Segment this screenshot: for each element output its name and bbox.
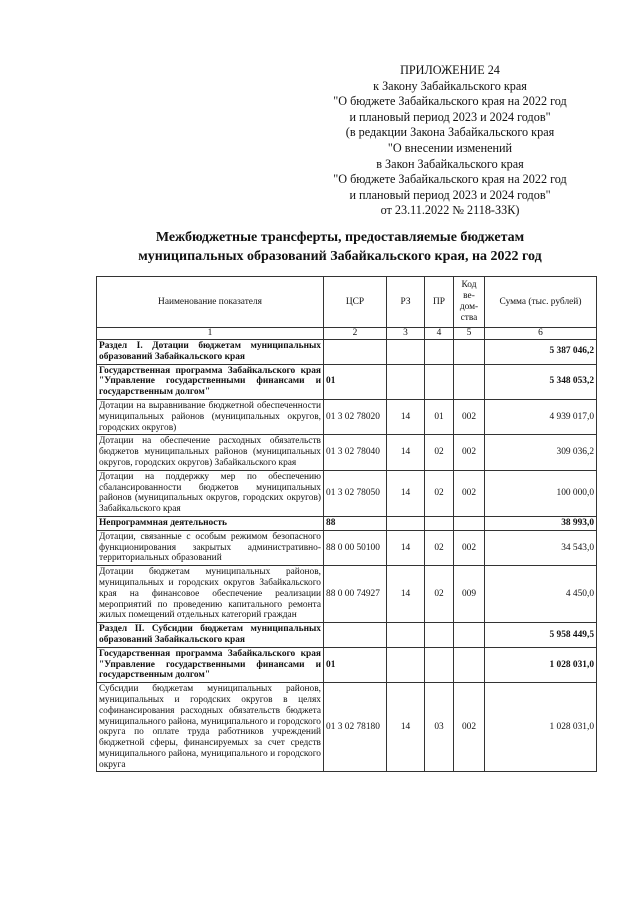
table-row bbox=[97, 647, 597, 682]
table-row bbox=[97, 340, 597, 365]
cell-ved: 009 bbox=[454, 566, 485, 623]
cell-sum: 4 939 017,0 bbox=[485, 399, 597, 434]
cell-rz: 14 bbox=[387, 566, 425, 623]
cell-ved bbox=[454, 516, 485, 530]
cell-ved bbox=[454, 647, 485, 682]
column-number: 5 bbox=[454, 328, 485, 340]
cell-rz: 14 bbox=[387, 399, 425, 434]
cell-sum: 100 000,0 bbox=[485, 470, 597, 516]
cell-name: Субсидии бюджетам муниципальных районов, муниципальных и городских округов в целях софинансирования расходных обязательств бюджета муниципального района, муниципального и городского округа по оплате труда работников учреждений бюджетной сферы, финансируемых за счет средств муниципального района, муниципального и городского округа bbox=[97, 683, 324, 772]
cell-ved bbox=[454, 340, 485, 365]
cell-pr bbox=[425, 516, 454, 530]
header-line: в Закон Забайкальского края bbox=[376, 156, 524, 171]
cell-rz: 14 bbox=[387, 530, 425, 565]
cell-pr: 02 bbox=[425, 435, 454, 470]
cell-csr: 01 3 02 78040 bbox=[324, 435, 387, 470]
table-row bbox=[97, 435, 597, 470]
column-header-rz: РЗ bbox=[387, 277, 425, 328]
table-row bbox=[97, 566, 597, 623]
header-line: "О бюджете Забайкальского края на 2022 год bbox=[333, 94, 567, 109]
cell-sum: 5 348 053,2 bbox=[485, 364, 597, 399]
cell-name: Раздел I. Дотации бюджетам муниципальных образований Забайкальского края bbox=[97, 340, 324, 365]
cell-pr bbox=[425, 647, 454, 682]
table-row bbox=[97, 683, 597, 772]
cell-rz: 14 bbox=[387, 435, 425, 470]
column-number: 4 bbox=[425, 328, 454, 340]
cell-sum: 38 993,0 bbox=[485, 516, 597, 530]
cell-ved: 002 bbox=[454, 470, 485, 516]
cell-sum: 309 036,2 bbox=[485, 435, 597, 470]
cell-sum: 34 543,0 bbox=[485, 530, 597, 565]
column-number: 3 bbox=[387, 328, 425, 340]
table-row bbox=[97, 364, 597, 399]
column-number: 6 bbox=[485, 328, 597, 340]
header-line: от 23.11.2022 № 2118-ЗЗК) bbox=[380, 203, 520, 218]
cell-csr bbox=[324, 623, 387, 648]
column-header-ved: Код ве-дом-ства bbox=[454, 277, 485, 328]
cell-csr: 88 0 00 50100 bbox=[324, 530, 387, 565]
cell-pr: 03 bbox=[425, 683, 454, 772]
cell-name: Дотации на выравнивание бюджетной обеспеченности муниципальных районов (муниципальных округов, городских округов) bbox=[97, 399, 324, 434]
column-header-csr: ЦСР bbox=[324, 277, 387, 328]
cell-rz bbox=[387, 623, 425, 648]
cell-csr: 01 3 02 78050 bbox=[324, 470, 387, 516]
table-row bbox=[97, 470, 597, 516]
cell-rz bbox=[387, 516, 425, 530]
cell-pr bbox=[425, 340, 454, 365]
cell-sum: 1 028 031,0 bbox=[485, 683, 597, 772]
transfers-table bbox=[96, 276, 597, 772]
cell-rz: 14 bbox=[387, 470, 425, 516]
title-line-1: Межбюджетные трансферты, предоставляемые бюджетам bbox=[155, 230, 525, 245]
cell-name: Дотации, связанные с особым режимом безопасного функционирования закрытых административно-территориальных образований bbox=[97, 530, 324, 565]
column-number: 2 bbox=[324, 328, 387, 340]
cell-name: Непрограммная деятельность bbox=[97, 516, 324, 530]
cell-rz bbox=[387, 647, 425, 682]
cell-sum: 4 450,0 bbox=[485, 566, 597, 623]
cell-ved bbox=[454, 623, 485, 648]
cell-ved: 002 bbox=[454, 399, 485, 434]
column-header-sum: Сумма (тыс. рублей) bbox=[485, 277, 597, 328]
cell-csr: 88 bbox=[324, 516, 387, 530]
header-line: ПРИЛОЖЕНИЕ 24 bbox=[400, 63, 500, 77]
cell-ved: 002 bbox=[454, 530, 485, 565]
cell-csr: 01 bbox=[324, 364, 387, 399]
header-line: и плановый период 2023 и 2024 годов" bbox=[349, 109, 551, 124]
cell-ved: 002 bbox=[454, 435, 485, 470]
column-header-name: Наименование показателя bbox=[97, 277, 324, 328]
title-line-2: муниципальных образований Забайкальского края, на 2022 год bbox=[138, 249, 542, 264]
cell-pr: 02 bbox=[425, 470, 454, 516]
cell-csr: 01 bbox=[324, 647, 387, 682]
table-row bbox=[97, 530, 597, 565]
cell-pr: 01 bbox=[425, 399, 454, 434]
column-header-row bbox=[97, 277, 597, 328]
table-row bbox=[97, 623, 597, 648]
cell-pr: 02 bbox=[425, 530, 454, 565]
header-line: "О бюджете Забайкальского края на 2022 год bbox=[333, 172, 567, 187]
column-number: 1 bbox=[97, 328, 324, 340]
cell-name: Раздел II. Субсидии бюджетам муниципальных образований Забайкальского края bbox=[97, 623, 324, 648]
header-line: и плановый период 2023 и 2024 годов" bbox=[349, 187, 551, 202]
cell-name: Государственная программа Забайкальского края "Управление государственными финансами и государственным долгом" bbox=[97, 364, 324, 399]
appendix-header bbox=[300, 63, 600, 219]
header-line: (в редакции Закона Забайкальского края bbox=[345, 125, 555, 140]
header-line: к Закону Забайкальского края bbox=[373, 78, 527, 93]
cell-name: Государственная программа Забайкальского края "Управление государственными финансами и государственным долгом" bbox=[97, 647, 324, 682]
cell-sum: 5 958 449,5 bbox=[485, 623, 597, 648]
cell-name: Дотации на обеспечение расходных обязательств бюджетов муниципальных районов (муниципальных округов, городских округов) Забайкальского края bbox=[97, 435, 324, 470]
cell-sum: 1 028 031,0 bbox=[485, 647, 597, 682]
cell-csr: 88 0 00 74927 bbox=[324, 566, 387, 623]
cell-rz: 14 bbox=[387, 683, 425, 772]
table-row bbox=[97, 399, 597, 434]
cell-ved bbox=[454, 364, 485, 399]
cell-pr: 02 bbox=[425, 566, 454, 623]
cell-rz bbox=[387, 340, 425, 365]
cell-rz bbox=[387, 364, 425, 399]
column-number-row bbox=[97, 328, 597, 340]
cell-name: Дотации на поддержку мер по обеспечению сбалансированности бюджетов муниципальных районов (муниципальных округов, городских округов) Забайкальского края bbox=[97, 470, 324, 516]
cell-csr: 01 3 02 78180 bbox=[324, 683, 387, 772]
cell-name: Дотации бюджетам муниципальных районов, муниципальных и городских округов Забайкальского края на финансовое обеспечение реализации мероприятий по проведению капитального ремонта жилых помещений отдельных категорий граждан bbox=[97, 566, 324, 623]
document-title bbox=[90, 228, 590, 266]
table-row bbox=[97, 516, 597, 530]
cell-csr: 01 3 02 78020 bbox=[324, 399, 387, 434]
column-header-pr: ПР bbox=[425, 277, 454, 328]
cell-sum: 5 387 046,2 bbox=[485, 340, 597, 365]
header-line: "О внесении изменений bbox=[387, 140, 513, 155]
cell-csr bbox=[324, 340, 387, 365]
cell-ved: 002 bbox=[454, 683, 485, 772]
cell-pr bbox=[425, 364, 454, 399]
cell-pr bbox=[425, 623, 454, 648]
